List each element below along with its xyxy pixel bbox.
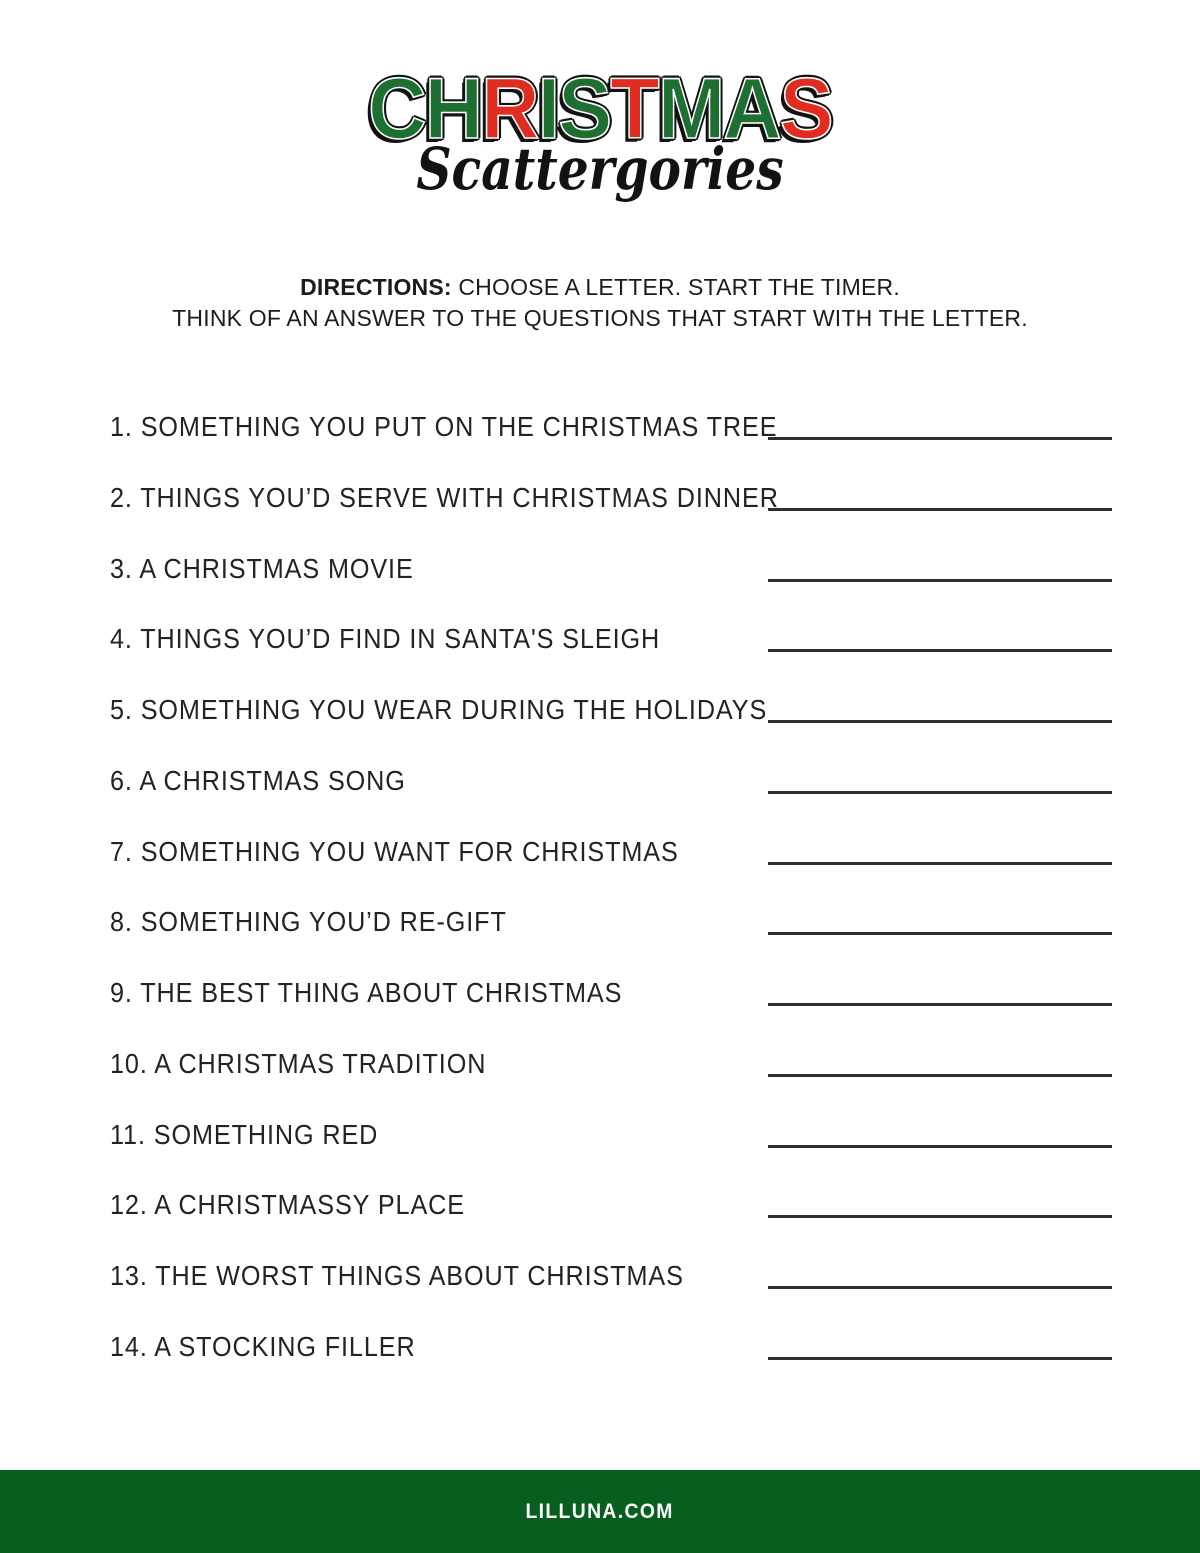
item-text: 3. A CHRISTMAS MOVIE xyxy=(110,552,414,584)
directions-line-2: THINK OF AN ANSWER TO THE QUESTIONS THAT START WITH THE LETTER. xyxy=(172,305,1028,331)
title-letter: S xyxy=(558,61,611,157)
title-letter: R xyxy=(481,61,538,157)
item-text: 7. SOMETHING YOU WANT FOR CHRISTMAS xyxy=(110,835,679,867)
list-item xyxy=(110,1116,1112,1187)
item-text: 2. THINGS YOU’D SERVE WITH CHRISTMAS DINNER xyxy=(110,481,779,513)
page-subtitle: Scattergories xyxy=(416,135,784,203)
title-letter: C xyxy=(368,61,425,157)
answer-blank xyxy=(768,1286,1112,1289)
list-item xyxy=(110,1257,1112,1328)
item-text: 14. A STOCKING FILLER xyxy=(110,1330,416,1362)
footer-bar xyxy=(0,1470,1200,1553)
title-letter: A xyxy=(723,61,780,157)
list-item xyxy=(110,762,1112,833)
directions-label: DIRECTIONS: xyxy=(300,274,452,300)
item-text: 10. A CHRISTMAS TRADITION xyxy=(110,1047,487,1079)
list-item xyxy=(110,479,1112,550)
item-text: 12. A CHRISTMASSY PLACE xyxy=(110,1189,465,1221)
answer-blank xyxy=(768,1215,1112,1218)
title-letter: I xyxy=(537,61,559,157)
answer-blank xyxy=(768,579,1112,582)
list-item xyxy=(110,974,1112,1045)
item-text: 11. SOMETHING RED xyxy=(110,1118,379,1150)
item-text: 9. THE BEST THING ABOUT CHRISTMAS xyxy=(110,977,623,1008)
footer-site-label: LILLUNA.COM xyxy=(525,1499,675,1523)
answer-blank xyxy=(768,862,1112,865)
title-letter: M xyxy=(657,61,724,157)
list-item xyxy=(110,1045,1112,1116)
answer-blank xyxy=(768,1357,1112,1360)
answer-blank xyxy=(768,791,1112,794)
item-text: 4. THINGS YOU’D FIND IN SANTA'S SLEIGH xyxy=(110,623,661,655)
answer-blank xyxy=(768,1145,1112,1148)
title-letter: T xyxy=(610,61,658,157)
item-text: 8. SOMETHING YOU’D RE-GIFT xyxy=(110,906,507,938)
list-item xyxy=(110,833,1112,904)
list-item xyxy=(110,1186,1112,1257)
answer-blank xyxy=(768,1003,1112,1006)
answer-blank xyxy=(768,720,1112,723)
title-letter: H xyxy=(424,61,482,157)
list-item xyxy=(110,691,1112,762)
list-item xyxy=(110,620,1112,691)
directions-line-1-rest: CHOOSE A LETTER. START THE TIMER. xyxy=(458,274,900,300)
answer-blank xyxy=(768,649,1112,652)
title-letter: S xyxy=(779,61,832,157)
directions-line-1 xyxy=(0,272,1200,303)
list-item xyxy=(110,408,1112,479)
list-item xyxy=(110,550,1112,621)
list-item xyxy=(110,1328,1112,1399)
answer-blank xyxy=(768,437,1112,440)
answer-blank xyxy=(768,1074,1112,1077)
item-text: 1. SOMETHING YOU PUT ON THE CHRISTMAS TREE xyxy=(110,411,778,442)
list-item xyxy=(110,903,1112,974)
answer-blank xyxy=(768,932,1112,935)
answer-blank xyxy=(768,508,1112,511)
item-text: 5. SOMETHING YOU WEAR DURING THE HOLIDAYS xyxy=(110,694,768,725)
item-text: 13. THE WORST THINGS ABOUT CHRISTMAS xyxy=(110,1260,684,1291)
question-list xyxy=(110,408,1112,1399)
item-text: 6. A CHRISTMAS SONG xyxy=(110,764,406,796)
directions-text xyxy=(0,272,1200,334)
